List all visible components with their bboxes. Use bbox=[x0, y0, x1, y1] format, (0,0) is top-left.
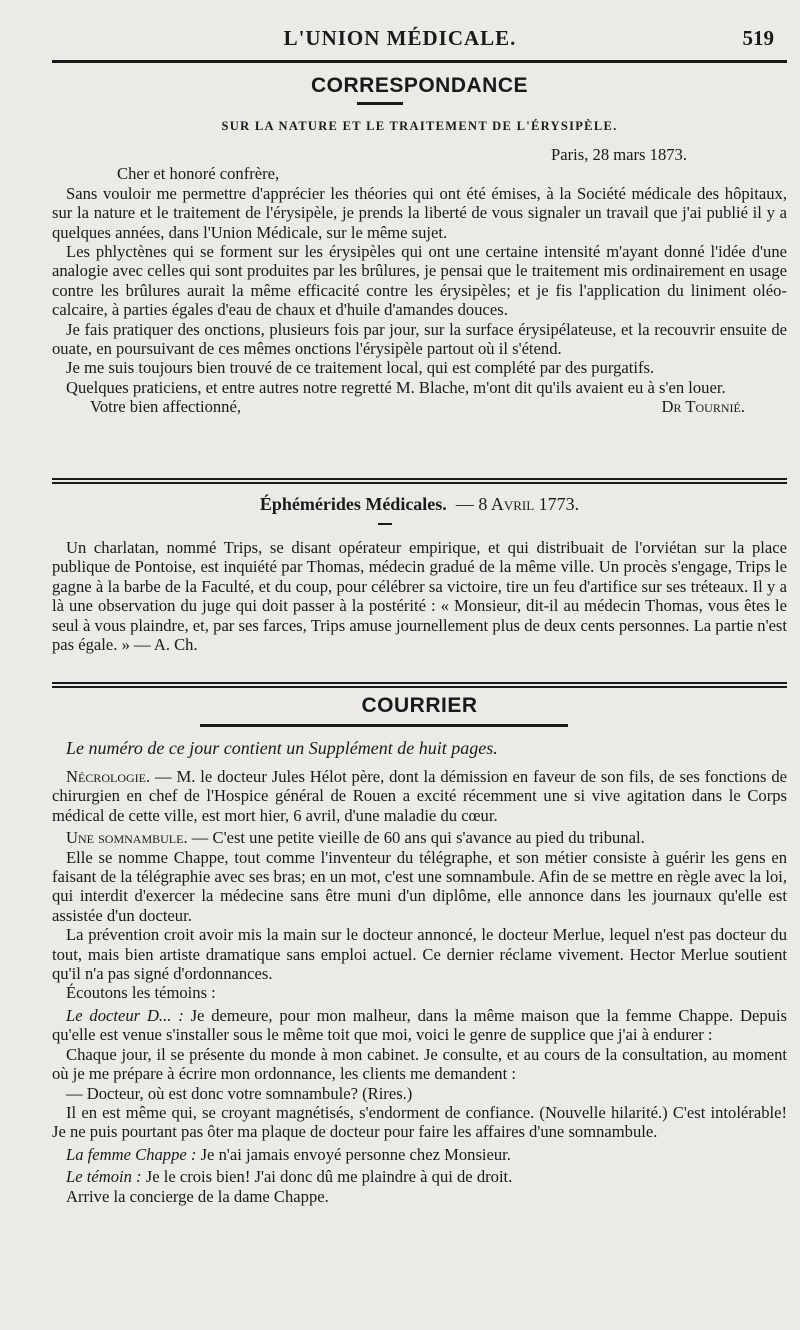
page-header bbox=[0, 22, 800, 52]
femme-chappe-testimony bbox=[52, 1145, 787, 1164]
somnambule-label: Une somnambule. bbox=[66, 828, 188, 848]
courrier-paragraph: Elle se nomme Chappe, tout comme l'inventeur du télégraphe, et son métier consiste à guérir les gens en faisant de la télégraphie avec ses bras; en un mot, c'est une somnambule. Afin de se mettre en règle avec la loi, qui interdit d'exercer la médecine sans être muni d'un diplôme, elle annonce dans les journaux qu'elle est assistée d'un docteur. bbox=[52, 847, 787, 925]
docteur-label: Le docteur D... : bbox=[66, 1005, 184, 1025]
necrologie-text: — M. le docteur Jules Hélot père, dont la démission en faveur de son fils, de ses fonctions de chirurgien en chef de l'Hospice général de Rouen a excité récemment une si vive agitation dans le Corps médical de cette ville, est mort hier, 6 avril, d'une maladie du cœur. bbox=[52, 767, 787, 825]
docteur-testimony bbox=[52, 1006, 787, 1045]
ephemerides-heading bbox=[52, 494, 787, 515]
courrier-paragraph: Il en est même qui, se croyant magnétisés, s'endorment de confiance. (Nouvelle hilarité.) C'est intolérable! Je ne puis pourtant pas ôter ma plaque de docteur pour faire les affaires d'une somnambule. bbox=[52, 1102, 787, 1142]
docteur-text: Je demeure, pour mon malheur, dans la même maison que la femme Chappe. Depuis qu'elle est venue s'installer sous le même toit que moi, voici le genre de supplice que j'ai à endurer : bbox=[52, 1005, 788, 1045]
section-double-rule bbox=[52, 682, 787, 688]
courrier-paragraph: Écoutons les témoins : bbox=[66, 983, 216, 1003]
temoin-label: Le témoin : bbox=[66, 1167, 142, 1187]
letter-signature: Dr Tournié. bbox=[661, 397, 745, 417]
somnambule-text: — C'est une petite vieille de 60 ans qui s'avance au pied du tribunal. bbox=[191, 828, 645, 848]
temoin-text: Je le crois bien! J'ai donc dû me plaindre à qui de droit. bbox=[145, 1167, 513, 1187]
temoin-testimony bbox=[52, 1167, 787, 1186]
femme-chappe-text: Je n'ai jamais envoyé personne chez Monsieur. bbox=[200, 1144, 511, 1164]
courrier-title: COURRIER bbox=[361, 694, 478, 717]
section-double-rule bbox=[52, 478, 787, 484]
letter-closing: Votre bien affectionné, bbox=[90, 397, 241, 417]
ephemerides-ornament-rule bbox=[378, 523, 392, 525]
correspondance-title: CORRESPONDANCE bbox=[310, 74, 529, 97]
somnambule-paragraph bbox=[52, 828, 787, 847]
courrier-rule bbox=[200, 724, 568, 727]
letter-paragraph: Quelques praticiens, et entre autres notre regretté M. Blache, m'ont dit qu'ils avaient eu à s'en louer. bbox=[66, 377, 726, 397]
letter-signoff bbox=[52, 397, 787, 416]
courrier-body bbox=[52, 767, 787, 1206]
title-ornament-rule bbox=[357, 102, 403, 105]
page-number: 519 bbox=[742, 26, 774, 50]
journal-title: L'UNION MÉDICALE. bbox=[283, 26, 517, 50]
correspondance-letter bbox=[52, 145, 787, 417]
courrier-paragraph: — Docteur, où est donc votre somnambule? (Rires.) bbox=[66, 1083, 413, 1103]
header-rule bbox=[52, 60, 787, 63]
necrologie-paragraph bbox=[52, 767, 787, 825]
courrier-paragraph: La prévention croit avoir mis la main sur le docteur annoncé, le docteur Merlue, lequel n'est pas docteur du tout, mais bien artiste dramatique sans emploi actuel. Ce dernier réclame vivement. Hector Merlue soutient qu'il n'a pas signé d'ordonnances. bbox=[52, 925, 787, 984]
ephemerides-paragraph: Un charlatan, nommé Trips, se disant opérateur empirique, et qui distribuait de l'orviétan sur la place publique de Pontoise, est inquiété par Thomas, médecin gradué de la même ville. Un procès s'engage, Trips le gagne à la barbe de la Faculté, et du coup, pour célébrer sa victoire, tire un feu d'artifice sur ses tréteaux. Il y a là une observation du juge qui doit passer à la postérité : « Monsieur, dit-il au médecin Thomas, vous êtes le seul à vous plaindre, et, par ses farces, Trips amuse journellement plus de deux cents personnes. La partie n'est pas égale. » — A. Ch. bbox=[52, 538, 787, 655]
supplement-notice: Le numéro de ce jour contient un Supplément de huit pages. bbox=[66, 738, 498, 758]
courrier-paragraph: Chaque jour, il se présente du monde à mon cabinet. Je consulte, et au cours de la consultation, au moment où je me prépare à écrire mon ordonnance, les clients me demandent : bbox=[52, 1044, 787, 1084]
necrologie-label: Nécrologie. bbox=[66, 767, 151, 786]
letter-paragraph: Sans vouloir me permettre d'apprécier les théories qui ont été émises, à la Société médicale des hôpitaux, sur la nature et le traitement de l'érysipèle, je prends la liberté de vous signaler un travail que j'ai publié il y a quelques années, dans l'Union Médicale, sur le même sujet. bbox=[52, 183, 787, 242]
ephemerides-title: Éphémérides Médicales. bbox=[259, 494, 447, 514]
ephemerides-body bbox=[52, 538, 787, 654]
letter-salutation: Cher et honoré confrère, bbox=[117, 164, 280, 184]
femme-chappe-label: La femme Chappe : bbox=[66, 1144, 197, 1164]
letter-dateline: Paris, 28 mars 1873. bbox=[551, 145, 687, 164]
letter-paragraph: Les phlyctènes qui se forment sur les érysipèles qui ont une certaine intensité m'ayant donné l'idée d'une analogie avec celles qui sont produites par les brûlures, je pensai que le traitement mis ordinairement en usage contre les brûlures aurait la même efficacité contre les érysipèles; et je fis l'application du liniment oléo-calcaire, à parties égales d'eau de chaux et d'huile d'amandes douces. bbox=[52, 242, 787, 320]
courrier-last-line: Arrive la concierge de la dame Chappe. bbox=[66, 1186, 329, 1206]
ephemerides-date: — 8 Avril 1773. bbox=[455, 494, 580, 514]
letter-paragraph: Je fais pratiquer des onctions, plusieurs fois par jour, sur la surface érysipélateuse, et la recouvrir ensuite de ouate, en poursuivant de ces mêmes onctions l'érysipèle partout où il s'étend. bbox=[52, 319, 787, 359]
letter-paragraph: Je me suis toujours bien trouvé de ce traitement local, qui est complété par des purgatifs. bbox=[66, 358, 655, 378]
correspondance-subtitle: SUR LA NATURE ET LE TRAITEMENT DE L'ÉRYSIPÈLE. bbox=[221, 119, 618, 133]
